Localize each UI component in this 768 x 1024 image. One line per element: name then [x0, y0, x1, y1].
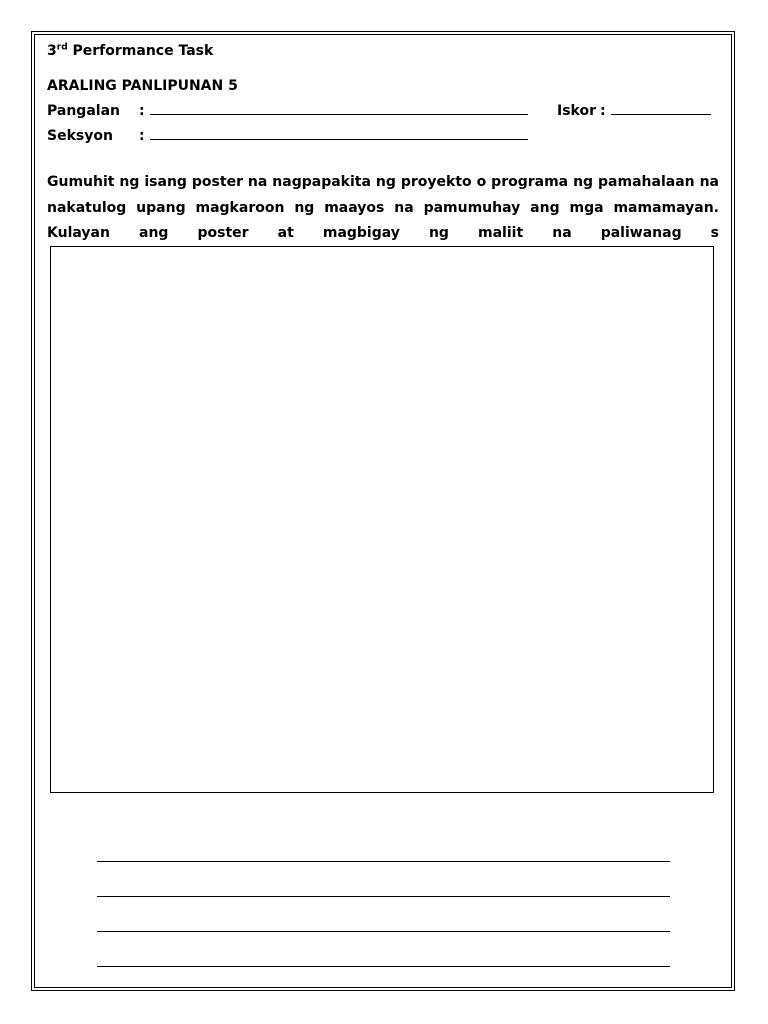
- score-colon: :: [600, 103, 606, 119]
- subject-title: ARALING PANLIPUNAN 5: [47, 78, 238, 94]
- poster-drawing-box[interactable]: [50, 246, 714, 793]
- section-field-row: [47, 127, 528, 145]
- answer-line-3[interactable]: [97, 931, 670, 932]
- section-label: Seksyon: [47, 128, 113, 144]
- answer-line-1[interactable]: [97, 861, 670, 862]
- name-field-row: [47, 102, 528, 120]
- section-colon: :: [139, 128, 145, 144]
- instructions-text: Gumuhit ng isang poster na nagpapakita ng proyekto o programa ng pamahalaan na nakatulog upang magkaroon ng maayos na pamumuhay ang mga mamamayan. Kulayan ang poster at magbigay ng maliit na paliwanag s: [47, 174, 719, 241]
- answer-line-4[interactable]: [97, 966, 670, 967]
- section-blank-line[interactable]: [150, 127, 528, 140]
- name-colon: :: [139, 103, 145, 119]
- score-field-row: [557, 102, 711, 120]
- score-blank-line[interactable]: [611, 102, 711, 115]
- answer-line-2[interactable]: [97, 896, 670, 897]
- name-blank-line[interactable]: [150, 102, 528, 115]
- score-label: Iskor: [557, 103, 596, 119]
- task-title: 3rd Performance Task: [47, 42, 214, 59]
- name-label: Pangalan: [47, 103, 120, 119]
